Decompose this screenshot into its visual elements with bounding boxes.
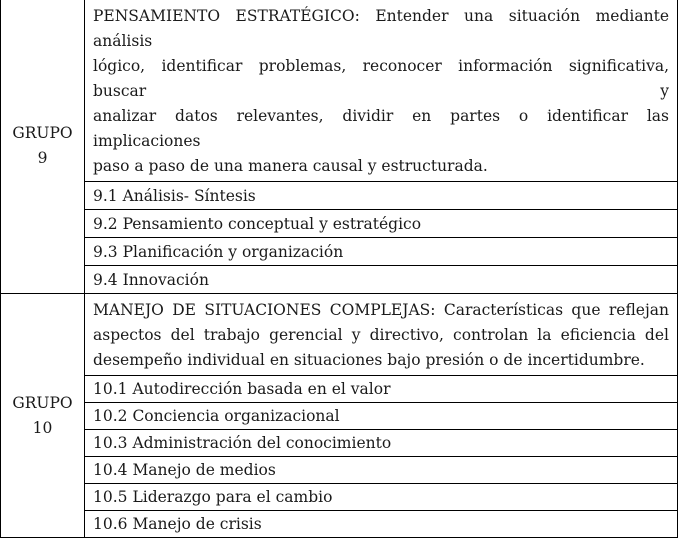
group-10-label-line1: GRUPO xyxy=(12,393,73,412)
table-row xyxy=(1,511,678,538)
table-row xyxy=(1,266,678,294)
group-10-label xyxy=(1,294,85,538)
table-row xyxy=(1,238,678,266)
competency-item: 9.1 Análisis- Síntesis xyxy=(85,182,678,210)
group-9-header-row xyxy=(1,0,678,182)
table-row xyxy=(1,430,678,457)
competency-item: 10.3 Administración del conocimiento xyxy=(85,430,678,457)
competency-item: 10.1 Autodirección basada en el valor xyxy=(85,376,678,403)
table-row xyxy=(1,210,678,238)
group-9-description xyxy=(85,0,678,182)
table-row xyxy=(1,376,678,403)
group-10-description xyxy=(85,294,678,376)
description-line: MANEJO DE SITUACIONES COMPLEJAS: Características que reflejan xyxy=(93,301,669,319)
description-line: aspectos del trabajo gerencial y directivo, controlan la eficiencia del xyxy=(93,326,669,344)
group-9-label-line1: GRUPO xyxy=(12,124,73,142)
group-10-header-row xyxy=(1,294,678,376)
description-line: analizar datos relevantes, dividir en partes o identificar las implicaciones xyxy=(93,107,669,150)
competency-item: 9.3 Planificación y organización xyxy=(85,238,678,266)
group-10-label-line2: 10 xyxy=(32,418,53,437)
competency-item: 9.2 Pensamiento conceptual y estratégico xyxy=(85,210,678,238)
competency-item: 9.4 Innovación xyxy=(85,266,678,294)
description-line: PENSAMIENTO ESTRATÉGICO: Entender una situación mediante análisis xyxy=(93,7,669,50)
group-9-label-line2: 9 xyxy=(37,149,48,167)
table-row xyxy=(1,182,678,210)
table-row xyxy=(1,484,678,511)
group-9-label xyxy=(1,0,85,294)
table-row xyxy=(1,403,678,430)
competency-item: 10.2 Conciencia organizacional xyxy=(85,403,678,430)
competency-item: 10.4 Manejo de medios xyxy=(85,457,678,484)
description-line: desempeño individual en situaciones bajo presión o de incertidumbre. xyxy=(93,351,645,369)
competency-item: 10.5 Liderazgo para el cambio xyxy=(85,484,678,511)
description-line: paso a paso de una manera causal y estructurada. xyxy=(93,157,488,175)
competency-item: 10.6 Manejo de crisis xyxy=(85,511,678,538)
description-line: lógico, identificar problemas, reconocer información significativa, buscar y xyxy=(93,57,669,100)
table-row xyxy=(1,457,678,484)
